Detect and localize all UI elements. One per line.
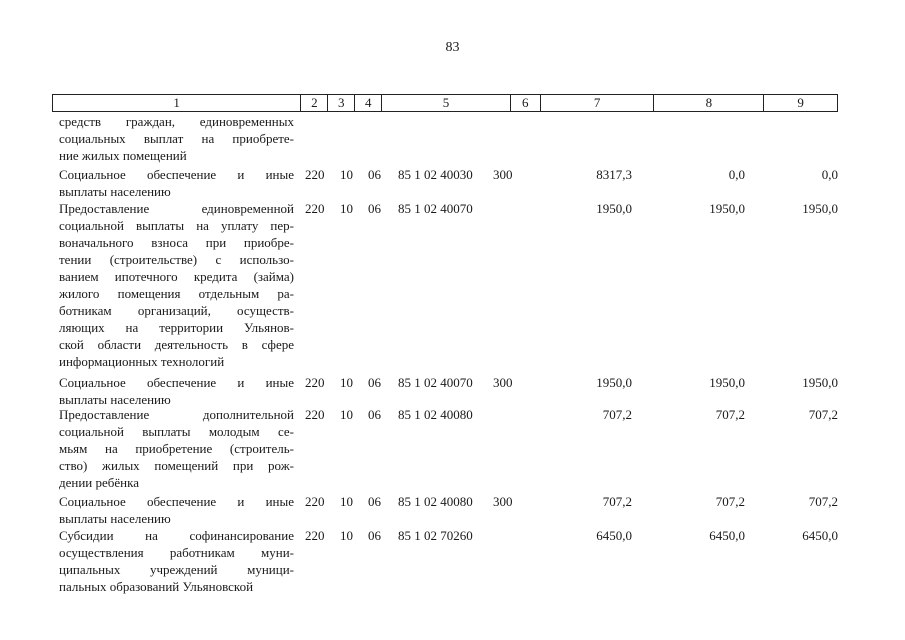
row-cell-c5: 85 1 02 70260 [398,528,473,543]
row-name-line: Предоставление единовременной [59,201,294,216]
header-col-8: 8 [654,95,764,111]
header-col-9: 9 [797,95,804,110]
header-col-4: 4 [355,95,382,111]
row-name-line: Социальное обеспечение и иные [59,167,294,182]
row-cell-c2: 220 [305,494,325,509]
row-name [59,200,294,370]
row-cell-c7: 1950,0 [596,201,632,216]
page-number: 83 [445,40,460,55]
row-name-line: ванием ипотечного кредита (займа) [59,269,294,284]
row-cell-c4: 06 [368,494,381,509]
row-cell-c9: 707,2 [808,494,838,509]
row-name-line: ство) жилых помещений при рож- [59,458,294,473]
row-cell-c8: 1950,0 [709,375,745,390]
row-cell-c9: 0,0 [821,167,838,182]
row-cell-c6: 300 [493,167,513,182]
row-name-line: ние жилых помещений [59,148,187,163]
row-cell-c2: 220 [305,528,325,543]
row-cell-c5: 85 1 02 40070 [398,375,473,390]
row-cell-c3: 10 [340,167,353,182]
row-cell-c7: 1950,0 [596,375,632,390]
row-name-line: Субсидии на софинансирование [59,528,294,543]
table-header [52,94,838,112]
row-name-line: пальных образований Ульяновской [59,579,254,594]
row-cell-c3: 10 [340,375,353,390]
header-col-3: 3 [328,95,355,111]
row-cell-c9: 707,2 [808,407,838,422]
row-cell-c2: 220 [305,167,325,182]
header-col-1: 1 [53,95,301,111]
row-name-line: социальной выплаты на уплату пер- [59,218,294,233]
row-name-line: мьям на приобретение (строитель- [59,441,294,456]
row-cell-c9: 1950,0 [802,375,838,390]
row-cell-c7: 6450,0 [596,528,632,543]
row-name-line: дении ребёнка [59,475,140,490]
row-cell-c8: 707,2 [715,494,745,509]
row-name-line: ципальных учреждений муници- [59,562,294,577]
row-cell-c4: 06 [368,407,381,422]
row-name-line: выплаты населению [59,511,171,526]
row-name [59,493,294,527]
row-name-line: Социальное обеспечение и иные [59,375,294,390]
row-cell-c3: 10 [340,201,353,216]
header-col-5: 5 [382,95,511,111]
row-name [59,374,294,408]
row-cell-c2: 220 [305,407,325,422]
row-name-line: ляющих на территории Ульянов- [59,320,294,335]
row-cell-c3: 10 [340,494,353,509]
row-name-line: Предоставление дополнительной [59,407,294,422]
row-name-line: социальных выплат на приобрете- [59,131,294,146]
row-cell-c6: 300 [493,375,513,390]
row-cell-c2: 220 [305,375,325,390]
row-cell-c9: 6450,0 [802,528,838,543]
row-cell-c6: 300 [493,494,513,509]
row-cell-c5: 85 1 02 40080 [398,407,473,422]
row-name-line: информационных технологий [59,354,225,369]
row-cell-c5: 85 1 02 40080 [398,494,473,509]
row-cell-c2: 220 [305,201,325,216]
row-cell-c3: 10 [340,528,353,543]
header-col-2: 2 [301,95,328,111]
row-cell-c3: 10 [340,407,353,422]
row-cell-c8: 6450,0 [709,528,745,543]
row-cell-c8: 1950,0 [709,201,745,216]
row-cell-c7: 707,2 [602,494,632,509]
row-name [59,406,294,491]
row-name [59,113,294,164]
row-name-line: выплаты населению [59,392,171,407]
header-col-7: 7 [541,95,655,111]
row-name-line: средств граждан, единовременных [59,114,294,129]
row-cell-c8: 0,0 [728,167,745,182]
row-name-line: тении (строительстве) с использо- [59,252,294,267]
row-name-line: ской области деятельность в сфере [59,337,294,352]
row-cell-c4: 06 [368,201,381,216]
header-col-6: 6 [511,95,541,111]
row-name-line: Социальное обеспечение и иные [59,494,294,509]
row-name [59,166,294,200]
row-cell-c4: 06 [368,528,381,543]
row-cell-c5: 85 1 02 40030 [398,167,473,182]
row-cell-c7: 707,2 [602,407,632,422]
row-name-line: осуществления работникам муни- [59,545,294,560]
row-name-line: ботникам организаций, осуществ- [59,303,294,318]
row-cell-c4: 06 [368,167,381,182]
row-name-line: воначального взноса при приобре- [59,235,294,250]
row-cell-c8: 707,2 [715,407,745,422]
row-cell-c5: 85 1 02 40070 [398,201,473,216]
row-name-line: выплаты населению [59,184,171,199]
row-cell-c7: 8317,3 [596,167,632,182]
row-cell-c4: 06 [368,375,381,390]
row-name [59,527,294,595]
row-name-line: социальной выплаты молодым се- [59,424,294,439]
row-name-line: жилого помещения отдельным ра- [59,286,294,301]
row-cell-c9: 1950,0 [802,201,838,216]
